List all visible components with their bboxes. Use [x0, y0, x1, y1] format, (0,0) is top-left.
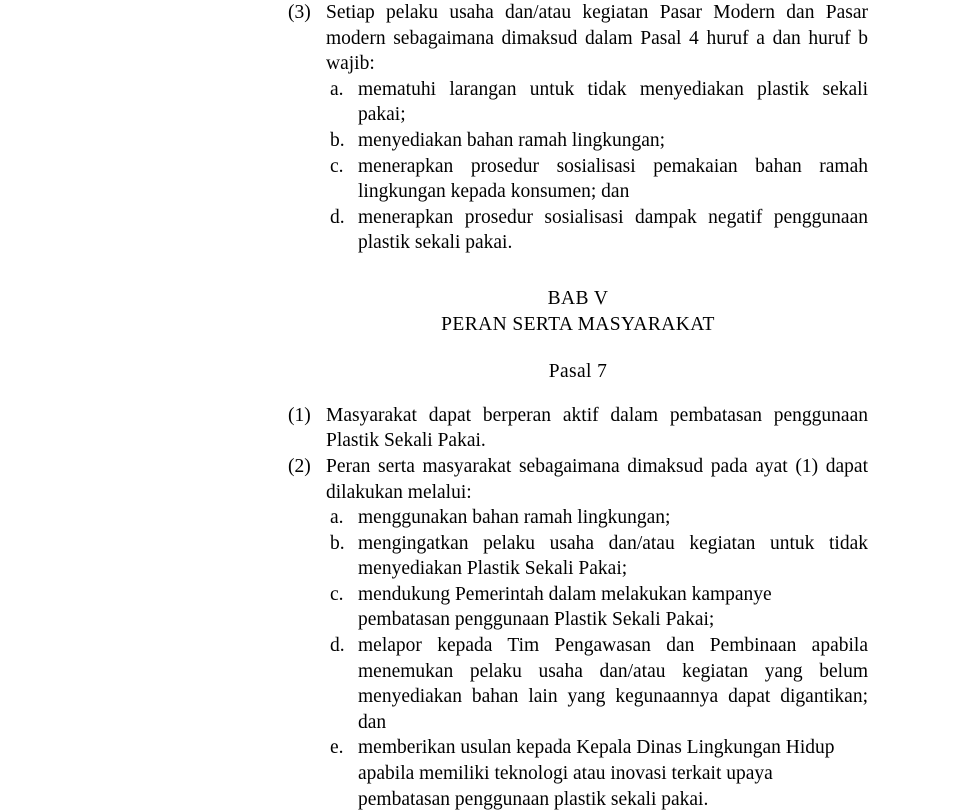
list-item: [288, 633, 868, 735]
list-item: [288, 531, 868, 582]
list-item: [288, 735, 868, 812]
list-item: [288, 505, 868, 531]
chapter-label: BAB V: [547, 287, 609, 309]
list-item-text: melapor kepada Tim Pengawasan dan Pembinaan apabila menemukan pelaku usaha dan/atau kegiatan yang belum menyediakan bahan lain yang kegunaannya dapat digantikan; dan: [358, 635, 868, 733]
list-item-label: b.: [330, 532, 345, 554]
list-item-label: c.: [330, 155, 344, 177]
list-item-label: e.: [330, 737, 344, 759]
list-item-text: menyediakan bahan ramah lingkungan;: [358, 129, 666, 151]
spacer: [288, 385, 868, 403]
paragraph-1-number: (1): [288, 404, 311, 426]
paragraph-1: [288, 403, 868, 454]
list-item: [288, 154, 868, 205]
document-body: [288, 0, 868, 812]
paragraph-2-list: [288, 505, 868, 812]
list-item-label: d.: [330, 206, 345, 228]
paragraph-3: [288, 0, 868, 77]
list-item-text: memberikan usulan kepada Kepala Dinas Lingkungan Hidup apabila memiliki teknologi atau inovasi terkait upaya pembatasan penggunaan plastik sekali pakai.: [358, 737, 835, 810]
list-item-label: d.: [330, 635, 345, 657]
spacer: [288, 256, 868, 286]
list-item: [288, 77, 868, 128]
list-item-text: menggunakan bahan ramah lingkungan;: [358, 507, 671, 529]
paragraph-3-list: [288, 77, 868, 256]
list-item-text: menerapkan prosedur sosialisasi dampak negatif penggunaan plastik sekali pakai.: [358, 206, 868, 254]
list-item-label: a.: [330, 78, 344, 100]
article-label: Pasal 7: [548, 361, 608, 383]
list-item-label: a.: [330, 507, 344, 529]
list-item-label: b.: [330, 129, 345, 151]
list-item: [288, 205, 868, 256]
paragraph-2: [288, 454, 868, 505]
paragraph-3-number: (3): [288, 2, 311, 23]
paragraph-1-text: Masyarakat dapat berperan aktif dalam pembatasan penggunaan Plastik Sekali Pakai.: [326, 404, 868, 452]
list-item-label: c.: [330, 583, 344, 605]
paragraph-2-text: Peran serta masyarakat sebagaimana dimaksud pada ayat (1) dapat dilakukan melalui:: [326, 455, 868, 503]
paragraph-2-number: (2): [288, 455, 311, 477]
chapter-title: PERAN SERTA MASYARAKAT: [441, 313, 715, 335]
list-item-text: mendukung Pemerintah dalam melakukan kampanye pembatasan penggunaan Plastik Sekali Pakai;: [358, 583, 772, 631]
list-item: [288, 128, 868, 154]
list-item: [288, 582, 868, 633]
list-item-text: mengingatkan pelaku usaha dan/atau kegiatan untuk tidak menyediakan Plastik Sekali Pakai;: [358, 532, 868, 580]
list-item-text: menerapkan prosedur sosialisasi pemakaian bahan ramah lingkungan kepada konsumen; dan: [358, 155, 868, 203]
spacer: [288, 337, 868, 359]
page-margin-rule: [0, 0, 1, 746]
list-item-text: mematuhi larangan untuk tidak menyediakan plastik sekali pakai;: [358, 78, 868, 126]
paragraph-3-text: Setiap pelaku usaha dan/atau kegiatan Pasar Modern dan Pasar modern sebagaimana dimaksud dalam Pasal 4 huruf a dan huruf b wajib:: [326, 2, 868, 75]
